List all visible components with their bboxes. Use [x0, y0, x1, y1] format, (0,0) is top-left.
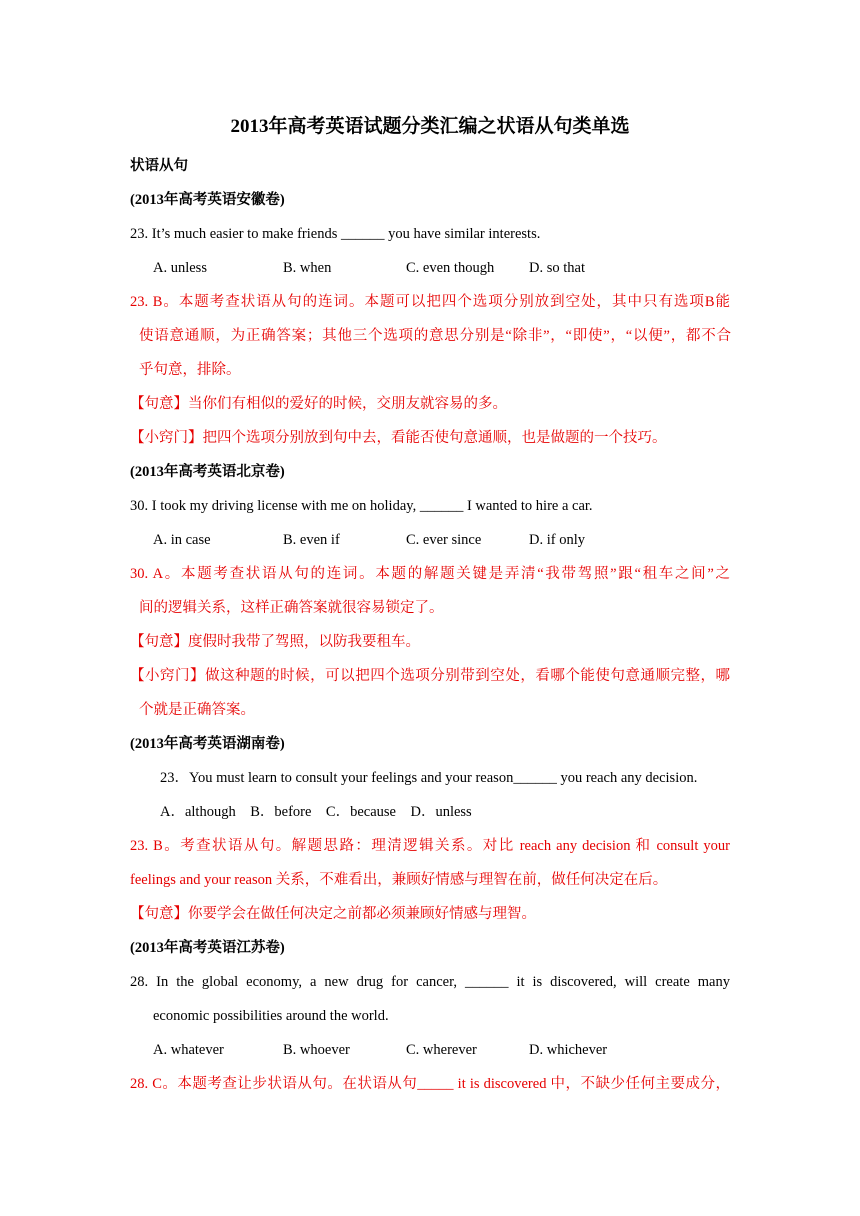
answer-line: 乎句意，排除。 — [139, 362, 241, 378]
question-text: 28. In the global economy, a new drug for cancer, ______ it is discovered, will create many — [130, 974, 730, 990]
section-heading: 状语从句 — [130, 158, 188, 174]
meaning-note: 【句意】你要学会在做任何决定之前都必须兼顾好情感与理智。 — [130, 906, 536, 922]
answer-line: 23. B。考查状语从句。解题思路：理清逻辑关系。对比 reach any decision 和 consult your — [130, 838, 730, 854]
tip-note: 【小窍门】做这种题的时候，可以把四个选项分别带到空处，看哪个能使句意通顺完整，哪 — [130, 668, 730, 684]
option-b: B. whoever — [283, 1042, 350, 1058]
question-text: 30. I took my driving license with me on holiday, ______ I wanted to hire a car. — [130, 498, 593, 514]
source-label: (2013年高考英语湖南卷) — [130, 736, 285, 752]
answer-line: 30. A。本题考查状语从句的连词。本题的解题关键是弄清“我带驾照”跟“租车之间”之 — [130, 566, 730, 582]
question-text: economic possibilities around the world. — [153, 1008, 389, 1024]
option-b: B. even if — [283, 532, 340, 548]
option-d: D. so that — [529, 260, 585, 276]
tip-note: 【小窍门】把四个选项分别放到句中去，看能否使句意通顺，也是做题的一个技巧。 — [130, 430, 667, 446]
option-a: A. in case — [153, 532, 211, 548]
option-d: D. whichever — [529, 1042, 608, 1058]
source-label: (2013年高考英语安徽卷) — [130, 192, 285, 208]
source-label: (2013年高考英语北京卷) — [130, 464, 285, 480]
answer-line: 28. C。本题考查让步状语从句。在状语从句_____ it is discovered 中，不缺少任何主要成分， — [130, 1076, 730, 1092]
options-row: A．although B．before C．because D．unless — [160, 804, 472, 820]
answer-line: 间的逻辑关系，这样正确答案就很容易锁定了。 — [139, 600, 444, 616]
answer-line: 23. B。本题考查状语从句的连词。本题可以把四个选项分别放到空处，其中只有选项B能 — [130, 294, 730, 310]
question-text: 23. It’s much easier to make friends ______ you have similar interests. — [130, 226, 541, 242]
option-c: C. wherever — [406, 1042, 477, 1058]
meaning-note: 【句意】度假时我带了驾照，以防我要租车。 — [130, 634, 420, 650]
answer-line: feelings and your reason 关系，不难看出，兼顾好情感与理智在前，做任何决定在后。 — [130, 872, 668, 888]
question-text: 23．You must learn to consult your feelings and your reason______ you reach any decision. — [160, 770, 698, 786]
meaning-note: 【句意】当你们有相似的爱好的时候，交朋友就容易的多。 — [130, 396, 507, 412]
page-title: 2013年高考英语试题分类汇编之状语从句类单选 — [230, 116, 630, 137]
option-d: D. if only — [529, 532, 585, 548]
answer-line: 使语意通顺，为正确答案；其他三个选项的意思分别是“除非”，“即使”，“以便”，都不合 — [139, 328, 731, 344]
option-c: C. ever since — [406, 532, 482, 548]
option-b: B. when — [283, 260, 332, 276]
option-a: A. unless — [153, 260, 207, 276]
option-a: A. whatever — [153, 1042, 224, 1058]
tip-note: 个就是正确答案。 — [139, 702, 255, 718]
source-label: (2013年高考英语江苏卷) — [130, 940, 285, 956]
option-c: C. even though — [406, 260, 495, 276]
